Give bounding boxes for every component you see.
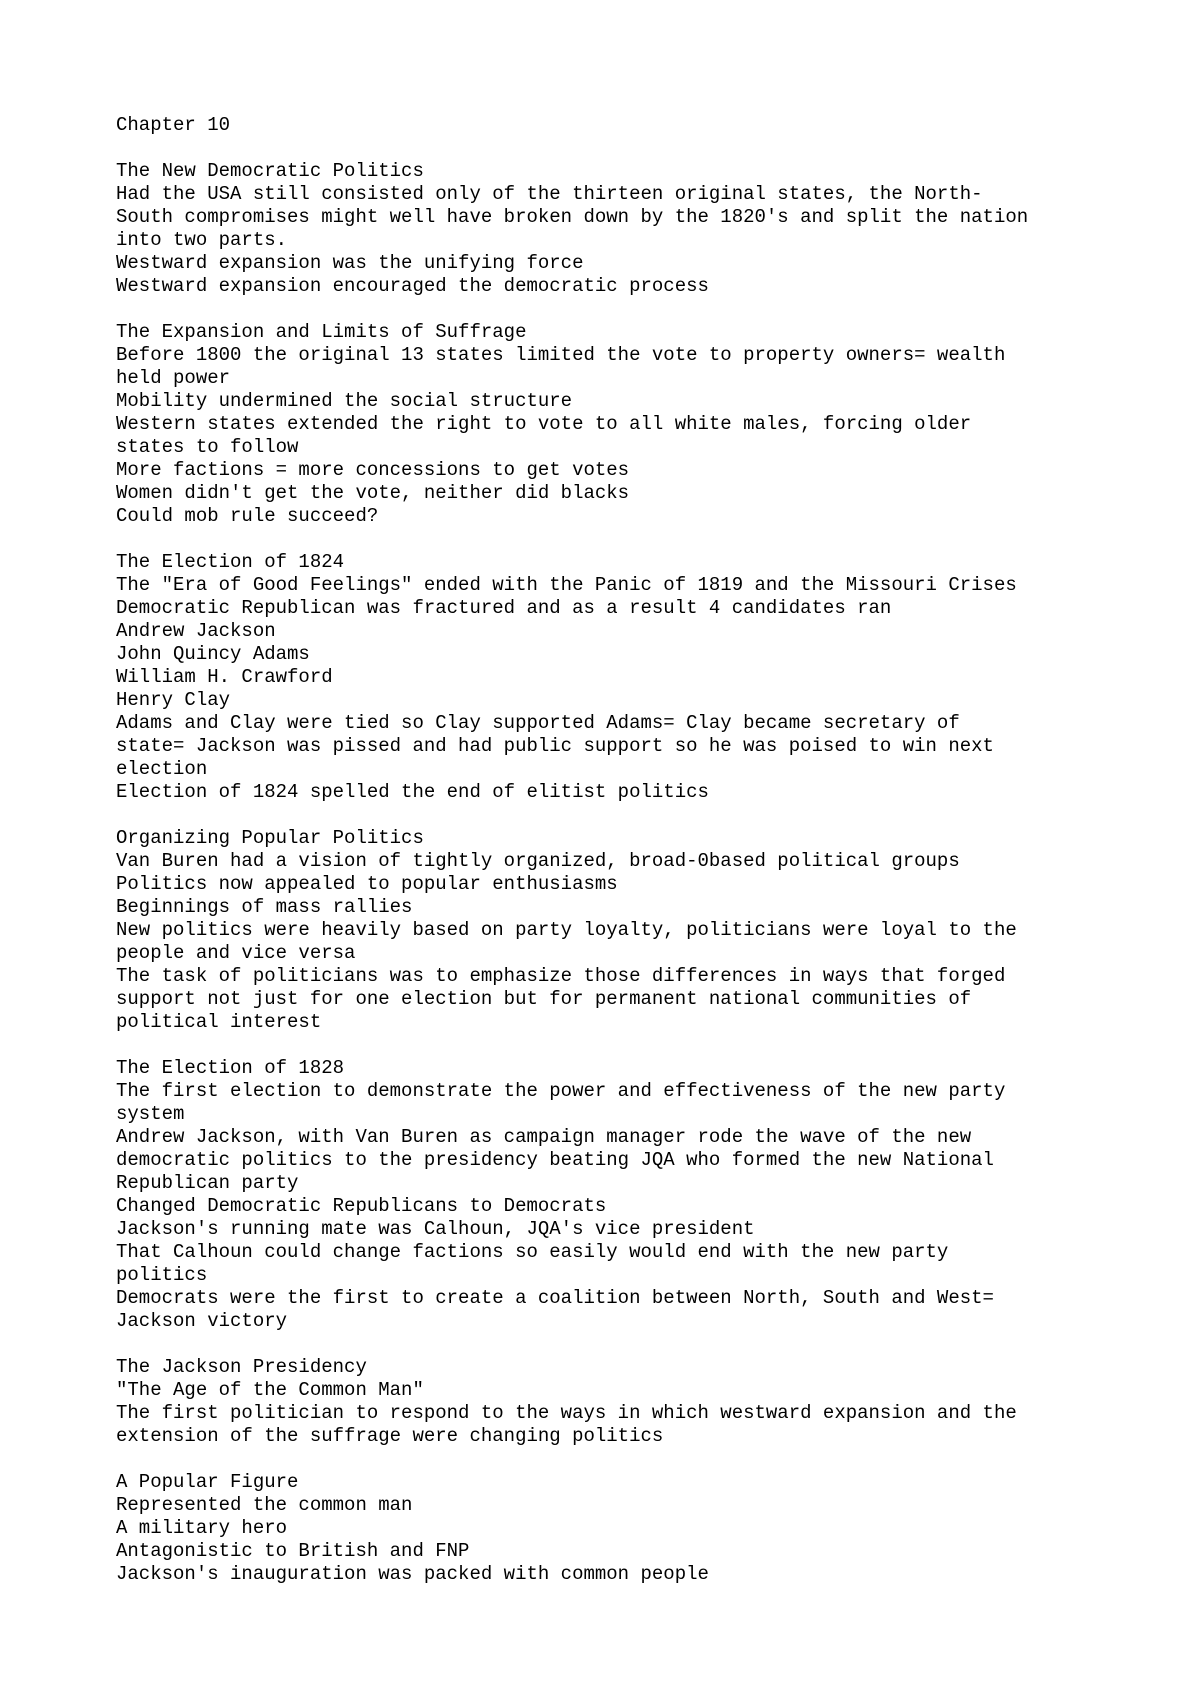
text-line: Jackson's running mate was Calhoun, JQA's vice president [116,1218,755,1240]
text-line: Jackson victory [116,1310,288,1332]
text-line: extension of the suffrage were changing politics [116,1425,664,1447]
chapter-title: Chapter 10 [116,114,231,136]
text-line: John Quincy Adams [116,643,310,665]
text-line: The "Era of Good Feelings" ended with the Panic of 1819 and the Missouri Crises [116,574,1017,596]
text-line: Mobility undermined the social structure [116,390,573,412]
text-line: A military hero [116,1517,288,1539]
text-line: system [116,1103,185,1125]
section-heading: A Popular Figure [116,1471,299,1493]
section-election-1824 [116,551,1156,804]
text-line: Antagonistic to British and FNP [116,1540,470,1562]
text-line: democratic politics to the presidency beating JQA who formed the new National [116,1149,994,1171]
text-line: Jackson's inauguration was packed with common people [116,1563,709,1585]
section-heading: The Expansion and Limits of Suffrage [116,321,527,343]
section-expansion-limits-suffrage [116,321,1156,528]
text-line: Democrats were the first to create a coalition between North, South and West= [116,1287,994,1309]
text-line: politics [116,1264,208,1286]
text-line: Before 1800 the original 13 states limited the vote to property owners= wealth [116,344,1006,366]
text-line: The first politician to respond to the ways in which westward expansion and the [116,1402,1017,1424]
text-line: Andrew Jackson, with Van Buren as campaign manager rode the wave of the new [116,1126,972,1148]
text-line: state= Jackson was pissed and had public support so he was poised to win next [116,735,994,757]
text-line: into two parts. [116,229,288,251]
section-heading: Organizing Popular Politics [116,827,424,849]
section-election-1828 [116,1057,1156,1333]
section-heading: The Election of 1824 [116,551,345,573]
section-jackson-presidency [116,1356,1156,1448]
text-line: Henry Clay [116,689,231,711]
text-line: Had the USA still consisted only of the thirteen original states, the North- [116,183,983,205]
text-line: Changed Democratic Republicans to Democrats [116,1195,607,1217]
text-line: Adams and Clay were tied so Clay supported Adams= Clay became secretary of [116,712,960,734]
section-popular-figure [116,1471,1156,1586]
text-line: Democratic Republican was fractured and as a result 4 candidates ran [116,597,892,619]
text-line: Election of 1824 spelled the end of elitist politics [116,781,709,803]
text-line: people and vice versa [116,942,356,964]
text-line: Politics now appealed to popular enthusiasms [116,873,618,895]
text-line: Andrew Jackson [116,620,276,642]
text-line: Van Buren had a vision of tightly organized, broad-0based political groups [116,850,960,872]
text-line: Represented the common man [116,1494,413,1516]
section-organizing-popular-politics [116,827,1156,1034]
text-line: election [116,758,208,780]
text-line: Westward expansion encouraged the democratic process [116,275,709,297]
text-line: New politics were heavily based on party loyalty, politicians were loyal to the [116,919,1017,941]
text-line: held power [116,367,231,389]
text-line: Women didn't get the vote, neither did blacks [116,482,630,504]
text-line: "The Age of the Common Man" [116,1379,424,1401]
document-page [116,114,1156,1586]
text-line: Could mob rule succeed? [116,505,379,527]
text-line: Western states extended the right to vote to all white males, forcing older [116,413,972,435]
text-line: The task of politicians was to emphasize those differences in ways that forged [116,965,1006,987]
text-line: political interest [116,1011,322,1033]
section-heading: The Jackson Presidency [116,1356,367,1378]
text-line: More factions = more concessions to get votes [116,459,630,481]
text-line: Republican party [116,1172,299,1194]
text-line: Beginnings of mass rallies [116,896,413,918]
section-new-democratic-politics [116,160,1156,298]
text-line: support not just for one election but for permanent national communities of [116,988,972,1010]
text-line: Westward expansion was the unifying force [116,252,584,274]
section-heading: The New Democratic Politics [116,160,424,182]
text-line: William H. Crawford [116,666,333,688]
text-line: South compromises might well have broken down by the 1820's and split the nation [116,206,1029,228]
text-line: The first election to demonstrate the power and effectiveness of the new party [116,1080,1006,1102]
section-heading: The Election of 1828 [116,1057,345,1079]
text-line: states to follow [116,436,299,458]
text-line: That Calhoun could change factions so easily would end with the new party [116,1241,949,1263]
